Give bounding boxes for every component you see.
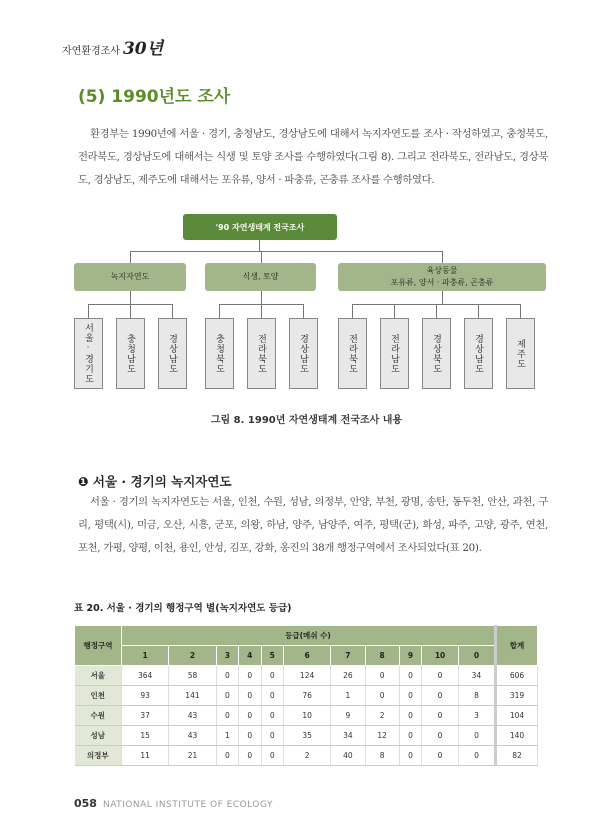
grade-value: 34 xyxy=(458,666,495,686)
grade-value: 0 xyxy=(365,666,399,686)
region-name: 인천 xyxy=(75,686,122,706)
grade-value: 21 xyxy=(169,746,216,766)
row-total: 104 xyxy=(496,706,538,726)
leaf-box: 충청북도 xyxy=(205,318,234,389)
header-logo: 30년 xyxy=(122,39,164,59)
leaf-box: 제주도 xyxy=(506,318,535,389)
leaf-box: 서울·경기도 xyxy=(74,318,103,389)
leaf-box: 경상남도 xyxy=(289,318,318,389)
grade-value: 8 xyxy=(458,686,495,706)
grade-value: 0 xyxy=(239,686,261,706)
leaf-box: 경상남도 xyxy=(158,318,187,389)
grade-value: 0 xyxy=(399,746,421,766)
table-caption: 표 20. 서울 · 경기의 행정구역 별(녹지자연도 등급) xyxy=(74,603,292,614)
connector xyxy=(130,251,442,252)
leaf-box: 전라북도 xyxy=(338,318,367,389)
group-header: 등급(메쉬 수) xyxy=(122,626,496,646)
grade-value: 0 xyxy=(261,726,283,746)
connector xyxy=(394,304,395,318)
grade-header: 2 xyxy=(169,646,216,666)
grade-value: 0 xyxy=(261,666,283,686)
subsection-paragraph: 서울 · 경기의 녹지자연도는 서울, 인천, 수원, 성남, 의정부, 안양, 부천, 광명, 송탄, 동두천, 안산, 과천, 구리, 평택(시), 미금, 오산, 시흥, 군포, 의왕, 하남, 양주, 남양주, 여주, 평택(군), 화성, 파주, 고양, 광주, 연천, 포천, 가평, 양평, 이천, 용인, 안성, 김포, 강화, 옹진의 38개 행정구역에서 조사되었다(표 20). xyxy=(78,496,548,554)
grade-value: 0 xyxy=(216,686,238,706)
grade-value: 93 xyxy=(122,686,169,706)
grade-value: 15 xyxy=(122,726,169,746)
leaf-box: 경상북도 xyxy=(422,318,451,389)
connector xyxy=(261,251,262,263)
connector xyxy=(259,240,260,251)
grade-header: 9 xyxy=(399,646,421,666)
connector xyxy=(352,304,353,318)
connector xyxy=(436,304,437,318)
grade-value: 0 xyxy=(399,666,421,686)
grade-value: 0 xyxy=(216,746,238,766)
grade-table xyxy=(74,625,538,766)
grade-value: 34 xyxy=(331,726,365,746)
table-row xyxy=(75,706,538,726)
header-title: 자연환경조사 xyxy=(62,46,120,57)
connector xyxy=(130,304,131,318)
grade-header: 0 xyxy=(458,646,495,666)
leaf-box: 경상남도 xyxy=(464,318,493,389)
group-label: 녹지자연도 xyxy=(110,272,150,281)
grade-value: 0 xyxy=(239,746,261,766)
connector xyxy=(303,304,304,318)
grade-header: 5 xyxy=(261,646,283,666)
grade-value: 43 xyxy=(169,726,216,746)
grade-value: 1 xyxy=(331,686,365,706)
grade-header: 6 xyxy=(283,646,330,666)
grade-value: 10 xyxy=(283,706,330,726)
row-header: 행정구역 xyxy=(75,626,122,666)
grade-header: 4 xyxy=(239,646,261,666)
grade-value: 35 xyxy=(283,726,330,746)
grade-value: 0 xyxy=(365,686,399,706)
leaf-box: 충청남도 xyxy=(116,318,145,389)
group-box-1 xyxy=(205,263,316,291)
grade-value: 124 xyxy=(283,666,330,686)
figure-caption: 그림 8. 1990년 자연생태계 전국조사 내용 xyxy=(210,415,403,426)
region-name: 수원 xyxy=(75,706,122,726)
table-row xyxy=(75,686,538,706)
leaf-box: 전라북도 xyxy=(247,318,276,389)
grade-value: 40 xyxy=(331,746,365,766)
region-name: 서울 xyxy=(75,666,122,686)
grade-header: 7 xyxy=(331,646,365,666)
grade-value: 3 xyxy=(458,706,495,726)
grade-value: 8 xyxy=(365,746,399,766)
grade-header: 8 xyxy=(365,646,399,666)
table-row xyxy=(75,666,538,686)
grade-value: 0 xyxy=(261,686,283,706)
grade-value: 0 xyxy=(399,706,421,726)
grade-value: 0 xyxy=(422,746,459,766)
subsection-title: ❶ 서울 · 경기의 녹지자연도 xyxy=(78,474,232,489)
grade-value: 0 xyxy=(422,686,459,706)
grade-value: 37 xyxy=(122,706,169,726)
grade-value: 26 xyxy=(331,666,365,686)
grade-value: 0 xyxy=(422,706,459,726)
connector xyxy=(261,291,262,304)
grade-value: 12 xyxy=(365,726,399,746)
section-title: (5) 1990년도 조사 xyxy=(78,87,231,107)
grade-value: 0 xyxy=(239,706,261,726)
diagram-root: '90 자연생태계 전국조사 xyxy=(183,214,337,240)
grade-value: 0 xyxy=(216,706,238,726)
grade-value: 2 xyxy=(365,706,399,726)
connector xyxy=(520,304,521,318)
grade-value: 0 xyxy=(216,666,238,686)
connector xyxy=(219,304,220,318)
grade-header: 1 xyxy=(122,646,169,666)
running-header xyxy=(62,34,163,59)
row-total: 140 xyxy=(496,726,538,746)
grade-value: 58 xyxy=(169,666,216,686)
grade-header: 3 xyxy=(216,646,238,666)
connector xyxy=(88,304,89,318)
connector xyxy=(130,251,131,263)
grade-value: 0 xyxy=(422,726,459,746)
region-name: 성남 xyxy=(75,726,122,746)
connector xyxy=(172,304,173,318)
grade-value: 0 xyxy=(399,686,421,706)
grade-value: 43 xyxy=(169,706,216,726)
group-sublabel: 포유류, 양서 · 파충류, 곤충류 xyxy=(390,278,494,287)
grade-value: 0 xyxy=(239,726,261,746)
group-box-0 xyxy=(74,263,186,291)
connector xyxy=(261,304,262,318)
group-box-2 xyxy=(338,263,546,291)
intro-paragraph: 환경부는 1990년에 서울 · 경기, 충청남도, 경상남도에 대해서 녹지자연도를 조사 · 작성하였고, 충청북도, 전라북도, 경상남도에 대해서는 식생 및 토양 조사를 수행하였다(그림 8). 그리고 전라북도, 전라남도, 경상북도, 경상남도, 제주도에 대해서는 포유류, 양서 · 파충류, 곤충류 조사를 수행하였다. xyxy=(78,128,548,186)
grade-value: 0 xyxy=(422,666,459,686)
table-row xyxy=(75,746,538,766)
total-header: 합계 xyxy=(496,626,538,666)
grade-value: 1 xyxy=(216,726,238,746)
connector xyxy=(442,251,443,263)
connector xyxy=(478,304,479,318)
grade-value: 0 xyxy=(261,706,283,726)
grade-value: 76 xyxy=(283,686,330,706)
row-total: 606 xyxy=(496,666,538,686)
row-total: 82 xyxy=(496,746,538,766)
region-name: 의정부 xyxy=(75,746,122,766)
grade-value: 141 xyxy=(169,686,216,706)
row-total: 319 xyxy=(496,686,538,706)
table-row xyxy=(75,726,538,746)
footer xyxy=(74,797,273,810)
grade-value: 0 xyxy=(239,666,261,686)
grade-value: 11 xyxy=(122,746,169,766)
grade-value: 0 xyxy=(458,746,495,766)
leaf-box: 전라남도 xyxy=(380,318,409,389)
grade-header: 10 xyxy=(422,646,459,666)
group-label: 식생, 토양 xyxy=(242,272,279,281)
connector xyxy=(130,291,131,304)
grade-value: 364 xyxy=(122,666,169,686)
grade-value: 0 xyxy=(458,726,495,746)
grade-value: 9 xyxy=(331,706,365,726)
grade-value: 2 xyxy=(283,746,330,766)
institute-name: NATIONAL INSTITUTE OF ECOLOGY xyxy=(102,800,274,810)
group-label: 육상동물 xyxy=(426,266,458,275)
grade-value: 0 xyxy=(261,746,283,766)
connector xyxy=(442,291,443,304)
page-number: 058 xyxy=(74,797,97,810)
grade-value: 0 xyxy=(399,726,421,746)
